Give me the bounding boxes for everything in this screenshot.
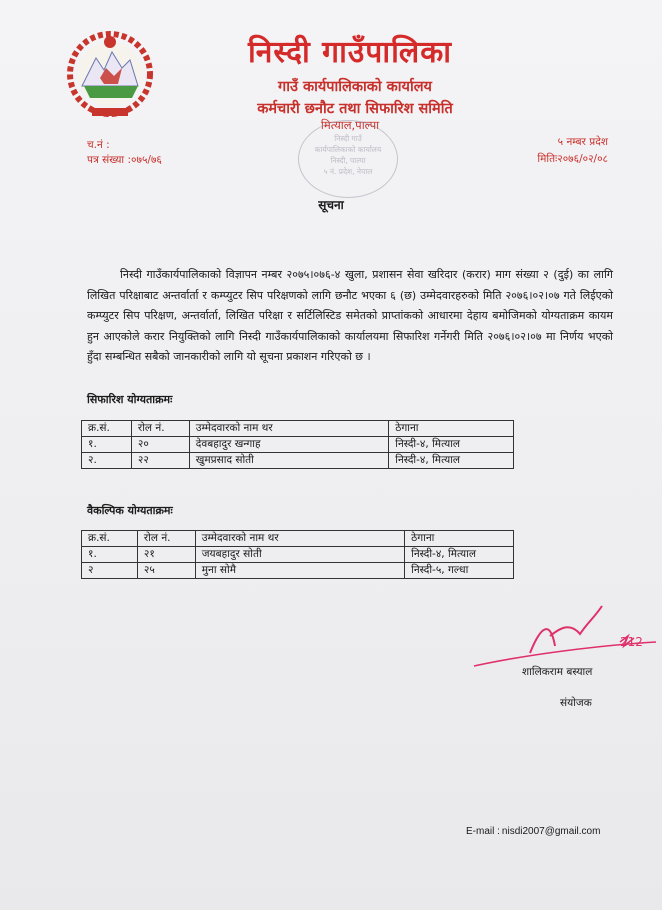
col-roll: रोल नं. bbox=[137, 531, 195, 547]
col-address: ठेगाना bbox=[389, 421, 514, 437]
notice-body: निस्दी गाउँकार्यपालिकाको विज्ञापन नम्बर २०७५।०७६-४ खुला, प्रशासन सेवा खरिदार (करार) माग संख्या २ (दुई) का लागि लिखित परिक्षाबाट अन्तर्वार्ता र कम्प्युटर सिप परिक्षणको लागि छनौट भएका ६ (छ) उम्मेदवारहरुको मिति २०७६।०२।०७ गते लिईएको कम्प्युटर सिप परिक्षण, अन्तर्वार्ता, लिखित परिक्षा र सर्टिलिस्टिड समेतको प्राप्तांकको आधारमा देहाय बमोजिमको योग्यताक्रम कायम हुन आएकोले करार नियुक्तिको लागि निस्दी गाउँकार्यपालिकाको कार्यालयमा सिफारिश गर्नेगरी मिति २०७६।०२।०७ मा निर्णय भएको हुँदा सम्बन्धित सबैको जानकारीको लागि यो सूचना प्रकाशन गरिएको छ । bbox=[87, 268, 613, 363]
office-stamp: निस्दी गाउँ कार्यपालिकाको कार्यालय निस्दी, पाल्पा ५ नं. प्रदेश, नेपाल bbox=[298, 120, 398, 198]
committee-title: कर्मचारी छनौट तथा सिफारिश समिति bbox=[257, 101, 453, 117]
email-label: E-mail : bbox=[466, 826, 500, 837]
alternate-table bbox=[81, 530, 514, 579]
signatory-name: शालिकराम बस्याल bbox=[522, 666, 593, 678]
footer-email bbox=[466, 826, 600, 837]
table-row: २ २५ मुना सोमै निस्दी-५, गल्धा bbox=[82, 563, 514, 579]
table-row: १. २० देवबहादुर खन्गाह निस्दी-४, मित्याल bbox=[82, 437, 514, 453]
recommended-table bbox=[81, 420, 514, 469]
alternate-heading: वैकल्पिक योग्यताक्रमः bbox=[87, 504, 173, 517]
recommended-heading: सिफारिश योग्यताक्रमः bbox=[87, 393, 173, 406]
col-sn: क्र.सं. bbox=[82, 531, 138, 547]
signatory-role: संयोजक bbox=[560, 697, 592, 709]
col-roll: रोल नं. bbox=[131, 421, 189, 437]
table-header-row bbox=[82, 531, 514, 547]
table-row: १. २१ जयबहादुर सोती निस्दी-४, मित्याल bbox=[82, 547, 514, 563]
letter-number: पत्र संख्या :०७५/७६ bbox=[87, 154, 162, 166]
col-address: ठेगाना bbox=[405, 531, 514, 547]
col-name: उम्मेदवारको नाम थर bbox=[195, 531, 404, 547]
handwritten-signature bbox=[470, 598, 660, 708]
table-header-row bbox=[82, 421, 514, 437]
org-name: निस्दी गाउँपालिका bbox=[247, 35, 453, 70]
col-name: उम्मेदवारको नाम थर bbox=[189, 421, 388, 437]
letter-date: मितिः२०७६/०२/०८ bbox=[537, 153, 608, 165]
col-sn: क्र.सं. bbox=[82, 421, 132, 437]
ch-no: च.नं : bbox=[87, 139, 110, 151]
table-row: २. २२ खुमप्रसाद सोती निस्दी-४, मित्याल bbox=[82, 453, 514, 469]
notice-title: सूचना bbox=[318, 198, 344, 212]
svg-text:212: 212 bbox=[620, 635, 643, 649]
office-title: गाउँ कार्यपालिकाको कार्यालय bbox=[278, 79, 432, 95]
province: ५ नम्बर प्रदेश bbox=[557, 136, 608, 148]
email-address: nisdi2007@gmail.com bbox=[501, 826, 601, 837]
office-address: मित्याल,पाल्पा bbox=[320, 118, 380, 132]
nepal-emblem-logo bbox=[66, 28, 154, 120]
